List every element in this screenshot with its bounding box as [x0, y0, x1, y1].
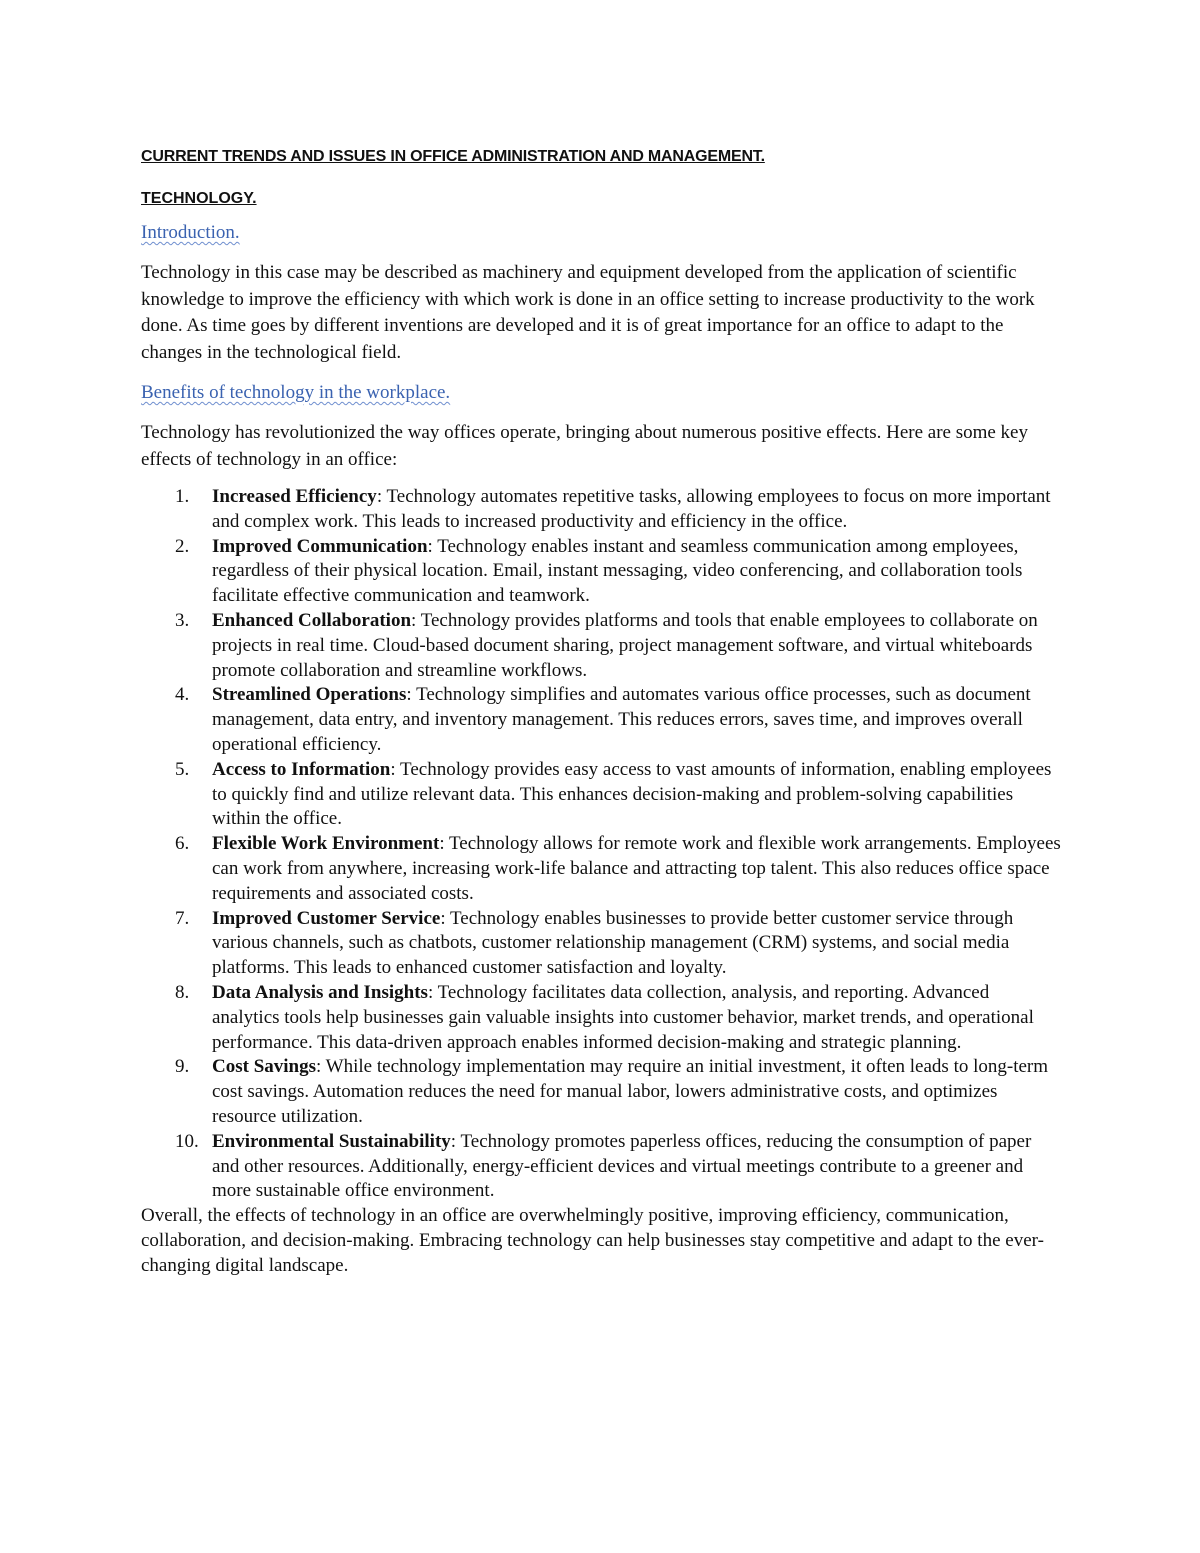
list-item-text: : Technology automates repetitive tasks, allowing employees to focus on more important and complex work. This leads to increased productivity and efficiency in the office. — [212, 486, 1051, 532]
list-item-title: Streamlined Operations — [212, 684, 407, 706]
list-item-text: : Technology allows for remote work and flexible work arrangements. Employees can work from anywhere, increasing work-life balance and attracting top talent. This also reduces office space requirements and associated costs. — [212, 833, 1061, 904]
list-item — [141, 1055, 1061, 1129]
list-item-title: Data Analysis and Insights — [212, 981, 428, 1003]
sub-heading: TECHNOLOGY. — [141, 190, 257, 207]
list-item-number: 6. — [175, 833, 190, 855]
list-item — [141, 832, 1061, 906]
list-item — [141, 535, 1061, 609]
list-item-title: Cost Savings — [212, 1056, 316, 1078]
list-item-text: : Technology promotes paperless offices, reducing the consumption of paper and other resources. Additionally, energy-efficient devices and virtual meetings contribute to a greener and more sustainable office environment. — [212, 1130, 1032, 1202]
list-item-text: : While technology implementation may require an initial investment, it often leads to long-term cost savings. Automation reduces the need for manual labor, lowers administrative costs, and optimizes resource utilization. — [212, 1056, 1049, 1127]
intro-paragraph: Technology in this case may be described as machinery and equipment developed from the application of scientific knowledge to improve the efficiency with which work is done in an office setting to increase productivity to the work done. As time goes by different inventions are developed and it is of great importance for an office to adapt to the changes in the technological field. — [141, 262, 1035, 363]
list-item-number: 8. — [175, 981, 190, 1003]
list-item-text: : Technology enables businesses to provide better customer service through various channels, such as chatbots, customer relationship management (CRM) systems, and social media platforms. This leads to enhanced customer satisfaction and loyalty. — [212, 907, 1014, 979]
main-heading: CURRENT TRENDS AND ISSUES IN OFFICE ADMINISTRATION AND MANAGEMENT. — [141, 148, 765, 165]
list-item-title: Access to Information — [212, 758, 391, 780]
list-item-text: : Technology enables instant and seamless communication among employees, regardless of their physical location. Email, instant messaging, video conferencing, and collaboration tools facilitate effective communication and teamwork. — [212, 535, 1023, 607]
list-item-number: 2. — [175, 535, 190, 557]
list-item-title: Environmental Sustainability — [212, 1130, 451, 1152]
list-item-title: Improved Communication — [212, 535, 428, 557]
list-item-number: 7. — [175, 907, 190, 929]
list-item-number: 3. — [175, 609, 190, 631]
document-content — [141, 140, 1061, 1279]
list-item — [141, 683, 1061, 757]
list-item-title: Improved Customer Service — [212, 907, 441, 929]
conclusion-paragraph: Overall, the effects of technology in an office are overwhelmingly positive, improving efficiency, communication, collaboration, and decision-making. Embracing technology can help businesses stay competitive and adapt to the ever-changing digital landscape. — [141, 1205, 1044, 1276]
list-item-number: 4. — [175, 684, 190, 706]
list-item-text: : Technology provides easy access to vast amounts of information, enabling employees to quickly find and utilize relevant data. This enhances decision-making and problem-solving capabilities within the office. — [212, 758, 1052, 830]
list-item — [141, 758, 1061, 832]
list-item-text: : Technology provides platforms and tools that enable employees to collaborate on projects in real time. Cloud-based document sharing, project management software, and virtual whiteboards promote collaboration and streamline workflows. — [212, 609, 1038, 681]
list-item-number: 10. — [175, 1130, 199, 1152]
list-item-number: 1. — [175, 486, 190, 507]
list-item-text: : Technology simplifies and automates various office processes, such as document management, data entry, and inventory management. This reduces errors, saves time, and improves overall operational efficiency. — [212, 684, 1031, 755]
intro-title: Introduction. — [141, 222, 240, 243]
list-item-title: Enhanced Collaboration — [212, 609, 412, 631]
benefits-title: Benefits of technology in the workplace. — [141, 382, 451, 403]
benefits-intro-paragraph: Technology has revolutionized the way offices operate, bringing about numerous positive effects. Here are some key effects of technology in an office: — [141, 422, 1028, 470]
list-item-title: Flexible Work Environment — [212, 833, 440, 855]
list-item — [141, 485, 1061, 535]
list-item — [141, 907, 1061, 981]
list-item — [141, 981, 1061, 1055]
list-item — [141, 609, 1061, 683]
list-item-number: 9. — [175, 1056, 190, 1078]
list-item-text: : Technology facilitates data collection, analysis, and reporting. Advanced analytics tools help businesses gain valuable insights into customer behavior, market trends, and operational performance. This data-driven approach enables informed decision-making and strategic planning. — [212, 981, 1034, 1053]
list-item-number: 5. — [175, 758, 190, 780]
list-item — [141, 1130, 1061, 1204]
benefits-list — [141, 485, 1061, 1204]
list-item-title: Increased Efficiency — [212, 486, 377, 507]
